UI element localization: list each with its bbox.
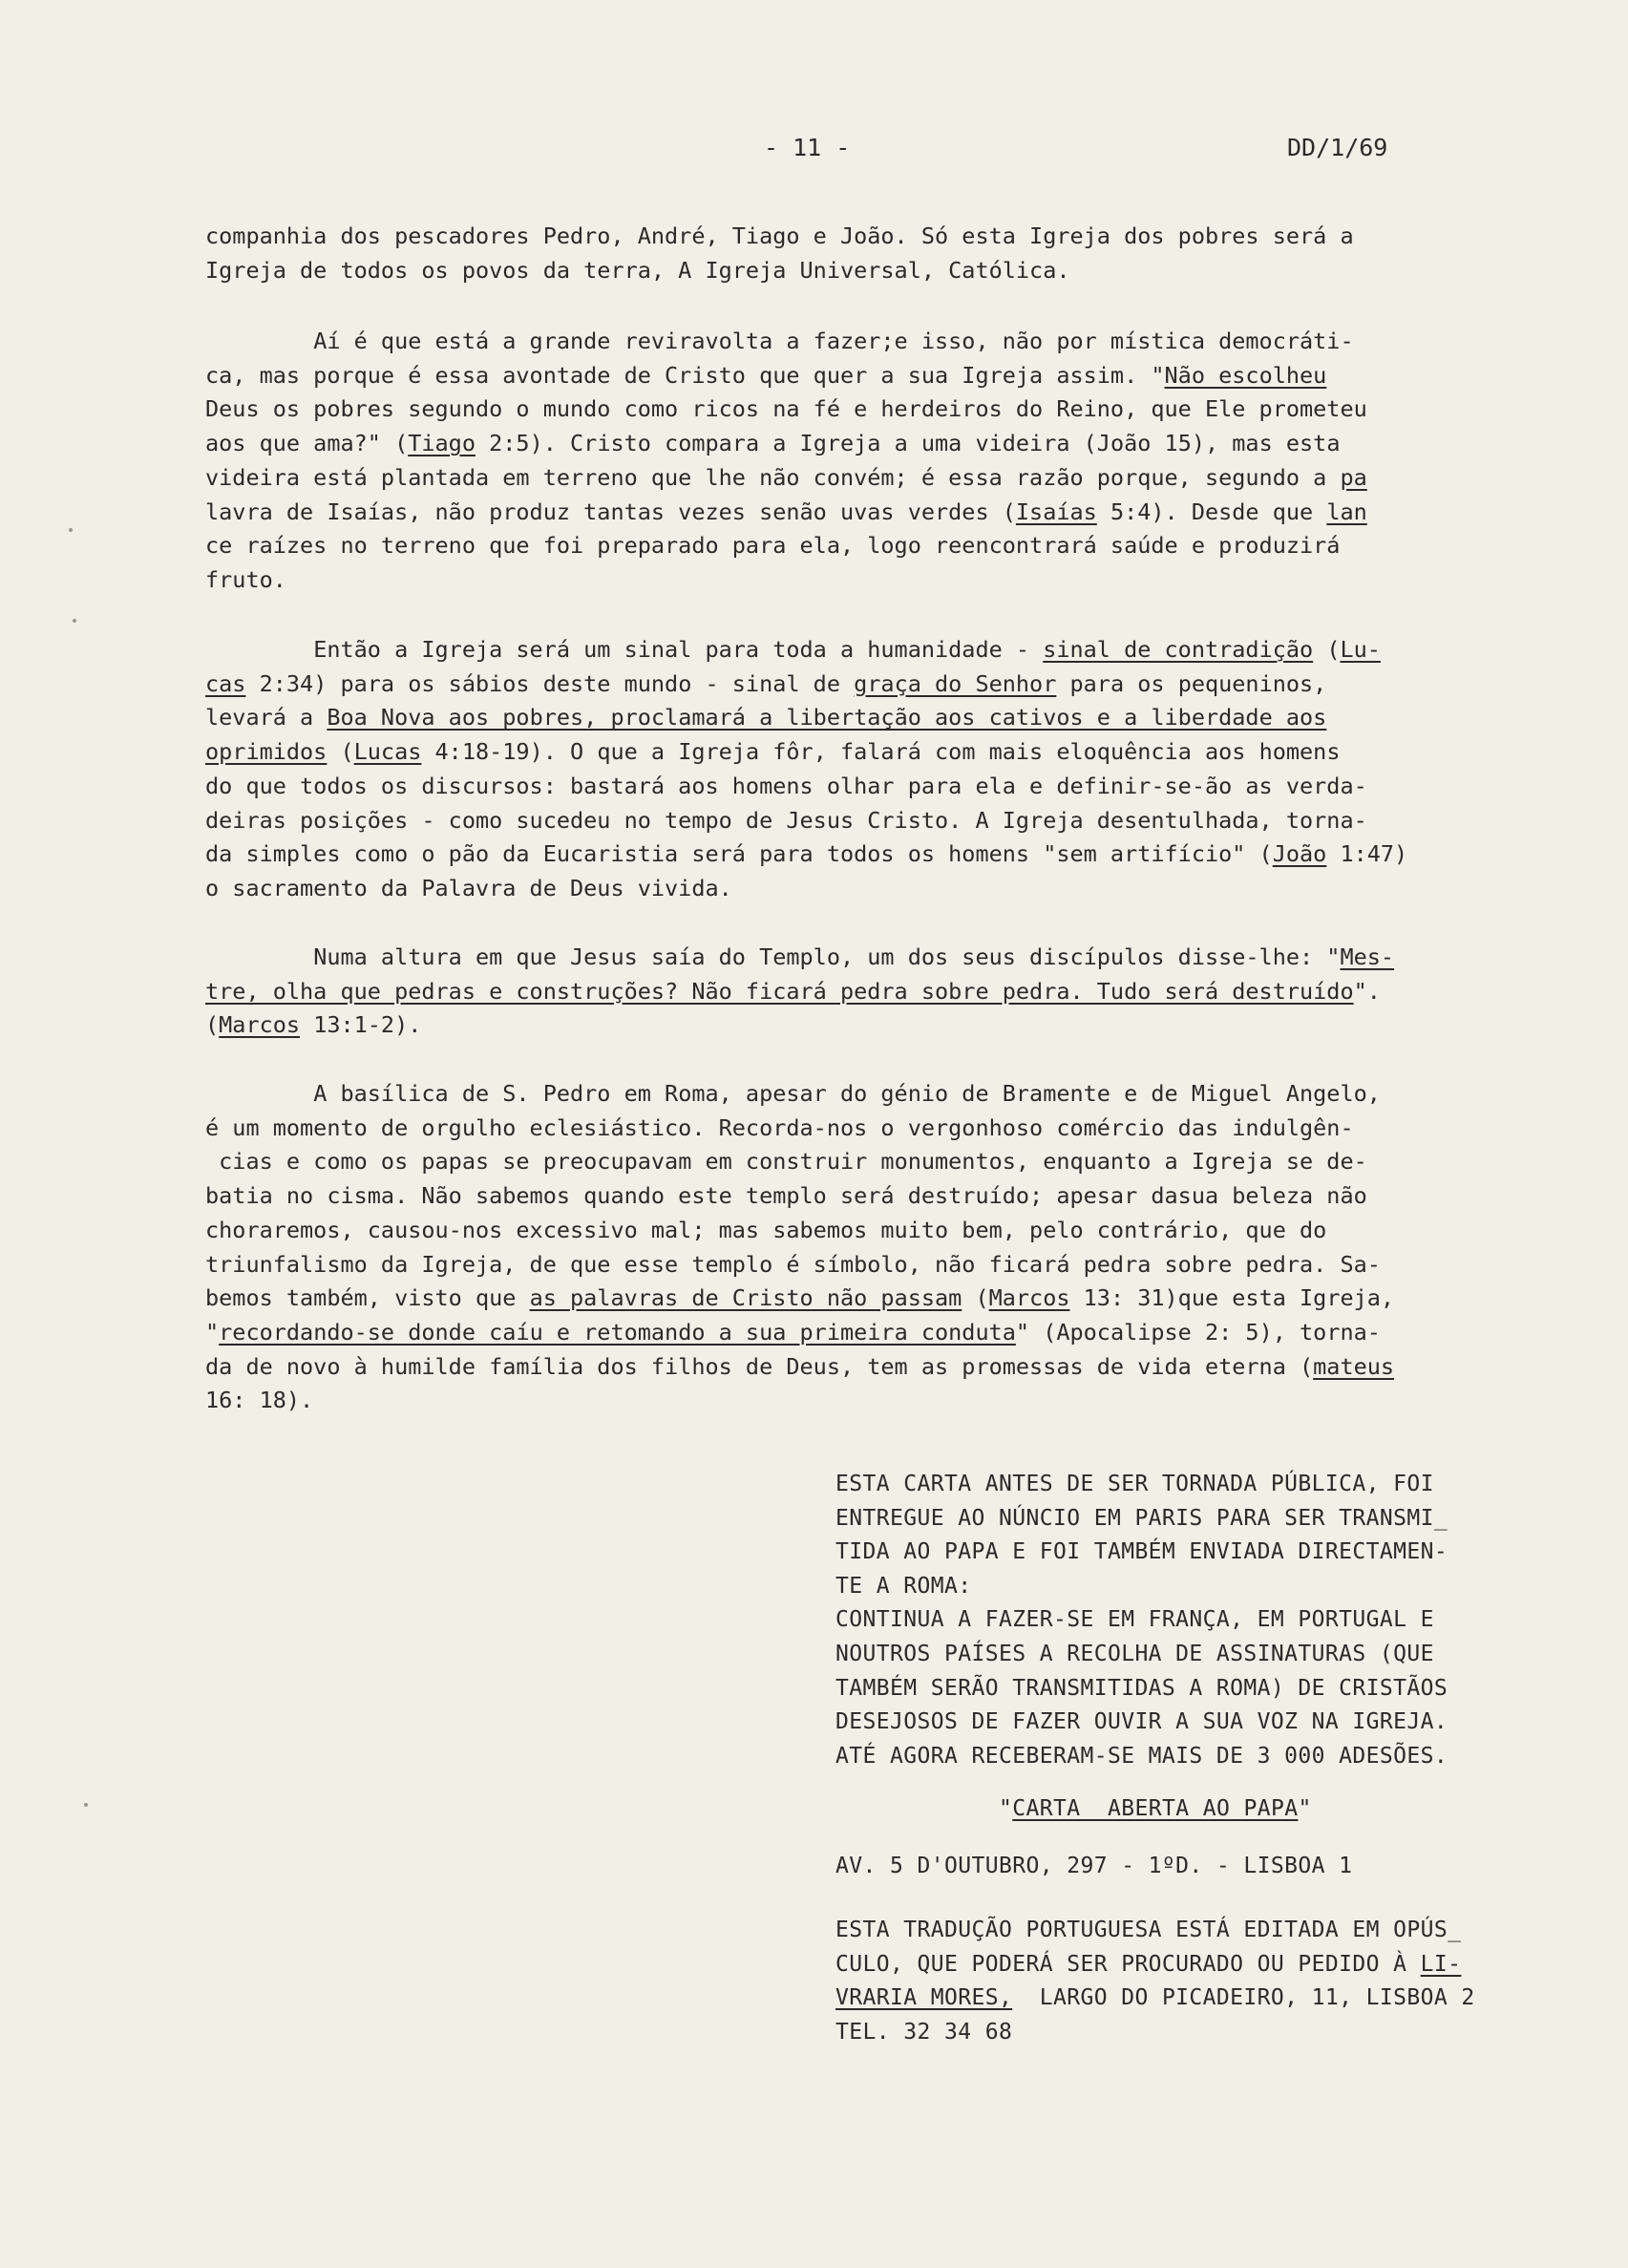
text-line [205,496,1552,530]
text-line: choraremos, causou-nos excessivo mal; mas sabemos muito bem, pelo contrário, que do [205,1216,1327,1243]
bible-reference: Marcos [219,1011,301,1039]
text-span: ". [1353,977,1381,1005]
bible-reference: Isaías [1015,498,1097,525]
text-span: LARGO DO PICADEIRO, 11, LISBOA 2 [1012,1985,1475,2011]
notice-line [835,1982,1599,2016]
text-line: deiras posições - como sucedeu no tempo de Jesus Cristo. A Igreja desentulhada, torna- [205,806,1367,834]
text-line: é um momento de orgulho eclesiástico. Recorda-nos o vergonhoso comércio das indulgên- [205,1113,1354,1141]
text-line [205,461,1552,496]
text-span: " [205,1318,220,1346]
text-line: triunfalismo da Igreja, de que esse templo é símbolo, não ficará pedra sobre pedra. Sa- [205,1250,1381,1278]
underlined-quote: Não escolheu [1164,361,1327,389]
notice-block [835,1468,1599,1773]
bible-reference: Lucas [353,738,422,766]
address-line: AV. 5 D'OUTUBRO, 297 - 1ºD. - LISBOA 1 [835,1854,1353,1878]
text-line [205,1282,1552,1316]
notice-line: TAMBÉM SERÃO TRANSMITIDAS A ROMA) DE CRISTÃOS [835,1675,1448,1701]
bible-reference: Lu- [1340,636,1381,663]
text-span: 4:18-19). O que a Igreja fôr, falará com mais eloquência aos homens [421,738,1341,766]
bible-reference: Tiago [408,430,476,457]
text-line: batia no cisma. Não sabemos quando este templo será destruído; apesar dasua beleza não [205,1182,1367,1210]
bible-reference: mateus [1313,1352,1395,1380]
text-line [205,1008,1552,1043]
text-span: 13: 31)que esta Igreja, [1069,1284,1395,1312]
underlined-title: CARTA ABERTA AO PAPA [1012,1796,1299,1821]
text-span: 1:47) [1326,840,1408,868]
underlined-text: pa [1340,463,1367,491]
text-span: ( [1313,636,1341,663]
underlined-text: LI- [1420,1951,1462,1977]
text-line: ce raízes no terreno que foi preparado para ela, logo reencontrará saúde e produzirá [205,532,1341,560]
text-span: " [1298,1796,1312,1821]
text-span: 5:4). Desde que [1096,498,1327,525]
text-line: do que todos os discursos: bastará aos homens olhar para ela e definir-se-ão as verda- [205,772,1367,799]
text-line [205,633,1552,668]
text-line [205,359,1552,393]
text-span: levará a [205,704,328,731]
page-number: - 11 - [764,134,851,161]
notice-line: ESTA TRADUÇÃO PORTUGUESA ESTÁ EDITADA EM OPÚS_ [835,1918,1462,1942]
text-span: ( [962,1284,989,1312]
notice-line: NOUTROS PAÍSES A RECOLHA DE ASSINATURAS (QUE [835,1641,1434,1666]
text-line [205,941,1552,975]
underlined-text: oprimidos [205,738,328,766]
text-span: 2:5). Cristo compara a Igreja a uma videira (João 15), mas esta [475,430,1341,457]
underlined-text: Boa Nova aos pobres, proclamará a libertação aos cativos e a liberdade aos [327,704,1327,731]
underlined-quote: tre, olha que pedras e construções? Não ficará pedra sobre pedra. Tudo será destruído [205,977,1354,1005]
text-span: 2:34) para os sábios deste mundo - sinal de [245,669,855,697]
text-span: ca, mas porque é essa avontade de Cristo que quer a sua Igreja assim. " [205,361,1165,389]
notice-line: ENTREGUE AO NÚNCIO EM PARIS PARA SER TRANSMI_ [835,1505,1448,1531]
notice-line: TIDA AO PAPA E FOI TAMBÉM ENVIADA DIRECTAMEN- [835,1539,1448,1565]
text-line [205,701,1552,735]
text-span: para os pequeninos, [1056,669,1327,697]
notice-address [835,1850,1599,1884]
text-line: o sacramento da Palavra de Deus vivida. [205,874,732,901]
paper-speck [69,528,73,532]
text-span: bemos também, visto que [205,1284,530,1312]
text-span: videira está plantada em terreno que lhe não convém; é essa razão porque, segundo a [205,463,1341,491]
paragraph-4 [205,941,1552,1043]
notice-translation [835,1914,1599,2049]
text-span: 13:1-2). [300,1011,422,1039]
underlined-text: lan [1326,498,1367,525]
text-line: companhia dos pescadores Pedro, André, Tiago e João. Só esta Igreja dos pobres será a [205,223,1354,249]
text-span: ( [327,738,354,766]
text-line [205,668,1552,702]
bible-reference: cas [205,669,246,697]
notice-line: DESEJOSOS DE FAZER OUVIR A SUA VOZ NA IGREJA. [835,1709,1448,1735]
document-reference: DD/1/69 [1287,134,1388,161]
text-line [205,975,1552,1009]
paragraph-5 [205,1077,1552,1418]
notice-title-line [999,1792,1628,1827]
text-span: " (Apocalipse 2: 5), torna- [1015,1318,1381,1346]
underlined-text: VRARIA MORES, [835,1985,1013,2011]
notice-line: ESTA CARTA ANTES DE SER TORNADA PÚBLICA, FOI [835,1472,1434,1496]
text-line: fruto. [205,565,286,593]
underlined-quote: recordando-se donde caíu e retomando a sua primeira conduta [219,1318,1016,1346]
bible-reference: João [1272,840,1327,868]
text-line [205,735,1552,770]
text-line: Aí é que está a grande reviravolta a fazer;e isso, não por mística democráti- [205,328,1354,354]
text-line: A basílica de S. Pedro em Roma, apesar do génio de Bramente e de Miguel Angelo, [205,1080,1381,1107]
text-line [205,837,1552,872]
underlined-quote: Mes- [1340,943,1395,970]
text-line: cias e como os papas se preocupavam em construir monumentos, enquanto a Igreja se de- [205,1148,1367,1176]
paper-speck [73,619,76,623]
underlined-text: graça do Senhor [854,669,1057,697]
text-line [205,1316,1552,1350]
text-span: ( [205,1011,220,1039]
text-span: lavra de Isaías, não produz tantas vezes senão uvas verdes ( [205,498,1016,525]
text-line [205,427,1552,461]
paper-speck [84,1803,88,1807]
text-span: da de novo à humilde família dos filhos de Deus, tem as promessas de vida eterna ( [205,1352,1314,1380]
text-line: Igreja de todos os povos da terra, A Igreja Universal, Católica. [205,256,1070,284]
bible-reference: Marcos [988,1284,1070,1312]
paragraph-2 [205,325,1552,598]
notice-title [999,1792,1628,1827]
notice-line: CONTINUA A FAZER-SE EM FRANÇA, EM PORTUGAL E [835,1607,1434,1633]
underlined-text: sinal de contradição [1043,636,1314,663]
text-span: da simples como o pão da Eucaristia será para todos os homens "sem artifício" ( [205,840,1273,868]
notice-line: ATÉ AGORA RECEBERAM-SE MAIS DE 3 000 ADESÕES. [835,1743,1448,1769]
underlined-text: as palavras de Cristo não passam [529,1284,962,1312]
notice-line: TEL. 32 34 68 [835,2019,1013,2045]
text-span: CULO, QUE PODERÁ SER PROCURADO OU PEDIDO À [835,1951,1421,1977]
paragraph-3 [205,633,1552,906]
text-line: 16: 18). [205,1387,314,1414]
text-span: Numa altura em que Jesus saía do Templo, um dos seus discípulos disse-lhe: " [205,943,1341,970]
text-span: " [999,1796,1013,1821]
paragraph-1 [205,220,1552,287]
notice-line: TE A ROMA: [835,1573,972,1599]
text-span: aos que ama?" ( [205,430,409,457]
text-line [205,1350,1552,1385]
text-line: Deus os pobres segundo o mundo como ricos na fé e herdeiros do Reino, que Ele prometeu [205,395,1367,423]
notice-line [835,1948,1599,1982]
text-span: Então a Igreja será um sinal para toda a humanidade - [205,636,1044,663]
